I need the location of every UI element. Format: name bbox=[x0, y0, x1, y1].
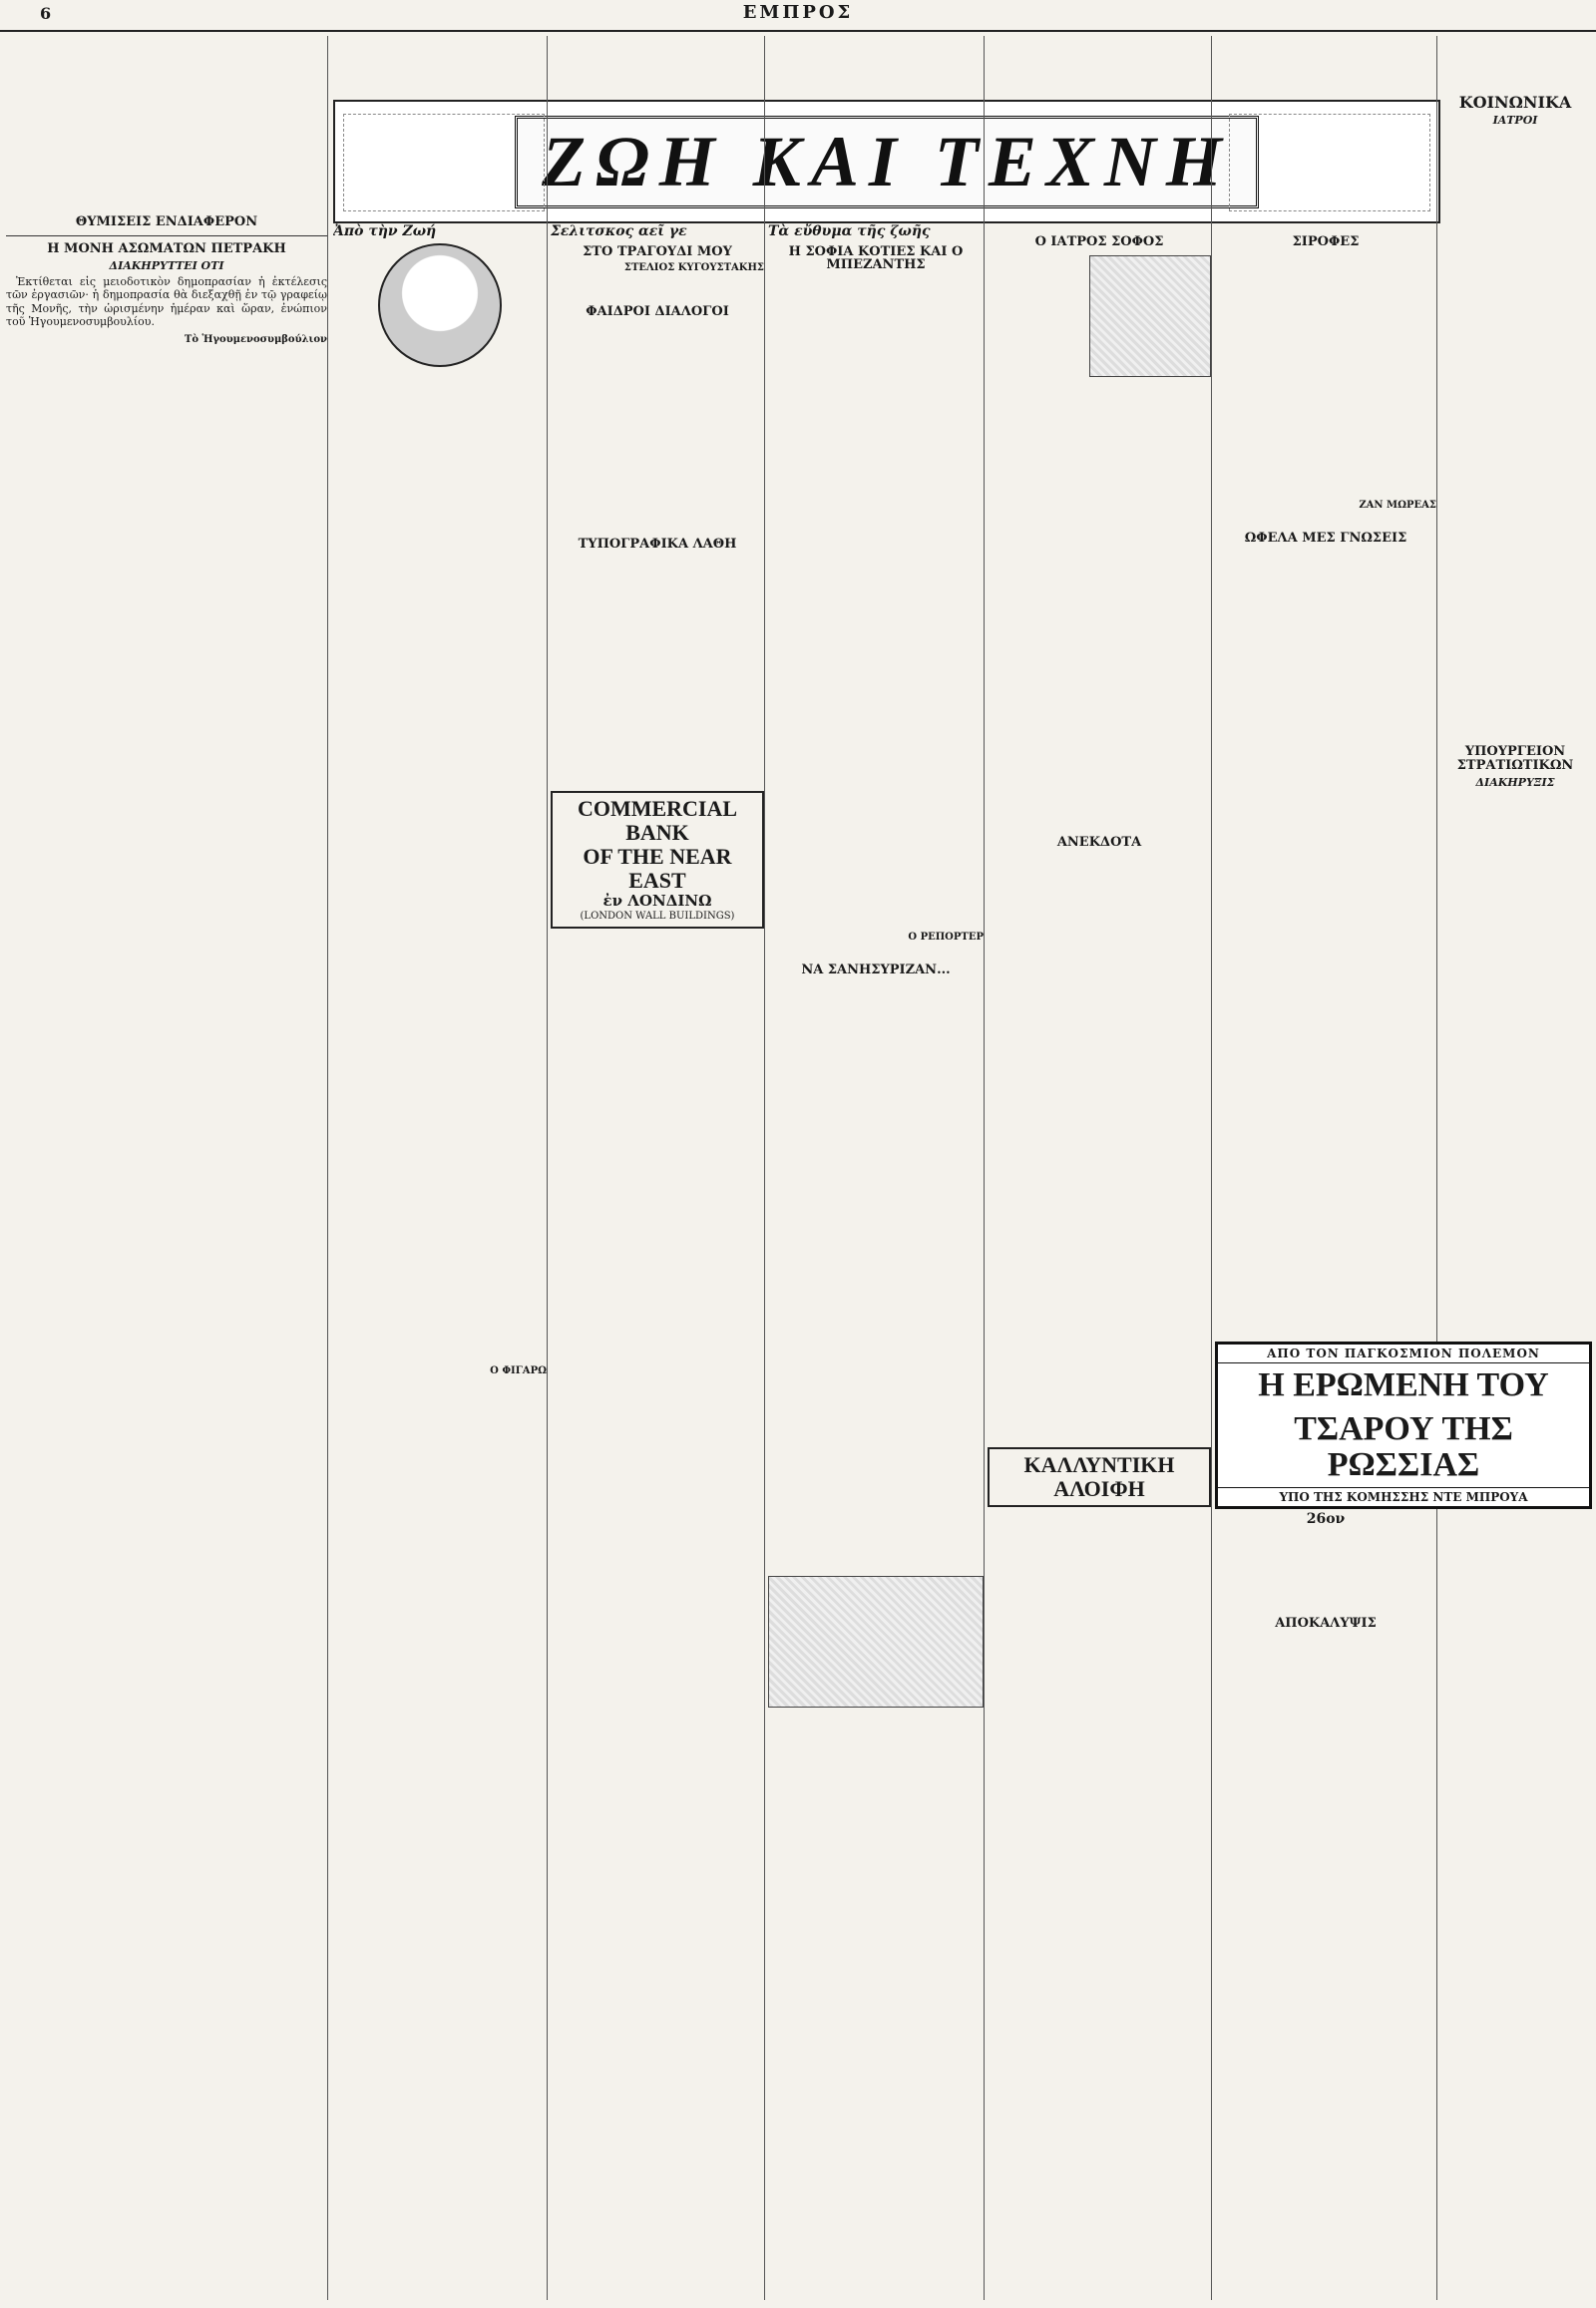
headline-sirofes: ΣΙΡΟΦΕΣ bbox=[1292, 234, 1360, 249]
subhead-diakiryttei: ΔΙΑΚΗΡΥΤΤΕΙ ΟΤΙ bbox=[109, 259, 224, 272]
headline-thymiseis: ΘΥΜΙΣΕΙΣ ΕΝΔΙΑΦΕΡΟΝ bbox=[75, 214, 258, 229]
ad-title-2: ΑΛΟΙΦΗ bbox=[1053, 1476, 1145, 1501]
portrait-illustration bbox=[1089, 255, 1211, 377]
headline-koinonika: ΚΟΙΝΩΝΙΚΑ bbox=[1458, 93, 1572, 112]
headline-ypourgeion: ΥΠΟΥΡΓΕΙΟΝ ΣΤΡΑΤΙΩΤΙΚΩΝ bbox=[1456, 744, 1574, 773]
serial-installment: 26ον bbox=[1306, 1511, 1346, 1527]
column-2 bbox=[333, 36, 548, 2300]
section-col3: Σελιτσκος αεῖ γε bbox=[551, 223, 687, 239]
ad-bank-city: ἐν ΛΟΝΔΙΝΩ bbox=[602, 891, 712, 910]
serial-title-1: Η ΕΡΩΜΕΝΗ ΤΟΥ bbox=[1258, 1366, 1549, 1403]
ad-bank-name: COMMERCIAL BANK bbox=[577, 795, 738, 845]
byline-reporter: Ο ΡΕΠΟΡΤΕΡ bbox=[908, 931, 984, 943]
section-ta-efthyma: Τὰ εὔθυμα τῆς ζωῆς bbox=[768, 223, 931, 239]
ad-bank-name-2: OF THE NEAR EAST bbox=[583, 843, 732, 893]
byline-figaro: Ο ΦΙΓΑΡΩ bbox=[490, 1364, 547, 1376]
column-3 bbox=[551, 36, 765, 2300]
masthead bbox=[0, 0, 1596, 32]
column-4 bbox=[768, 36, 985, 2300]
byline-zan-moreas: ΖΑΝ ΜΩΡΕΑΣ bbox=[1359, 499, 1436, 511]
subhead-iatroi: ΙΑΤΡΟΙ bbox=[1492, 113, 1538, 127]
ad-kallyntiki-aloifi bbox=[988, 1447, 1211, 1507]
headline-sofia: Η ΣΟΦΙΑ ΚΟΤΙΕΣ ΚΑΙ Ο ΜΠΕΖΑΝΤΗΣ bbox=[788, 243, 964, 272]
serial-title-2: ΤΣΑΡΟΥ ΤΗΣ ΡΩΣΣΙΑΣ bbox=[1294, 1410, 1513, 1483]
headline-faidroi-dialogoi: ΦΑΙΔΡΟΙ ΔΙΑΛΟΓΟΙ bbox=[586, 303, 729, 319]
ad-title-1: ΚΑΛΛΥΝΤΙΚΗ bbox=[1023, 1452, 1175, 1477]
caricature-illustration bbox=[378, 243, 502, 367]
page-number: 6 bbox=[40, 4, 52, 23]
serial-kicker: ΑΠΟ ΤΟΝ ΠΑΓΚΟΣΜΙΟΝ ΠΟΛΕΜΟΝ bbox=[1218, 1345, 1589, 1363]
headline-iatros-sofos: Ο ΙΑΤΡΟΣ ΣΟΦΟΣ bbox=[1034, 234, 1164, 249]
subhead-diakiryxis: ΔΙΑΚΗΡΥΞΙΣ bbox=[1475, 776, 1555, 789]
article-paragraph: Ἐκτίθεται εἰς μειοδοτικὸν δημοπρασίαν ἡ ἐκτέλεσις τῶν ἐργασιῶν· ἡ δημοπρασία θὰ διεξαχθῇ ἐν τῷ γραφείῳ τῆς Μονῆς, τὴν ὡρισμένην ἡμέραν καὶ ὥραν, ἐνώπιον τοῦ Ἡγουμενοσυμβουλίου. bbox=[6, 274, 327, 328]
headline-ofela-mes-gnoseis: ΩΦΕΛΑ ΜΕΣ ΓΝΩΣΕΙΣ bbox=[1244, 531, 1407, 546]
column-7 bbox=[1440, 36, 1590, 2300]
headline-moni-asomaton: Η ΜΟΝΗ ΑΣΩΜΑΤΩΝ ΠΕΤΡΑΚΗ bbox=[47, 240, 286, 256]
column-6 bbox=[1215, 36, 1437, 2300]
serial-subhead: ΑΠΟΚΑΛΥΨΙΣ bbox=[1275, 1616, 1377, 1631]
serial-author: ΥΠΟ ΤΗΣ ΚΟΜΗΣΣΗΣ ΝΤΕ ΜΠΡΟΥΑ bbox=[1218, 1487, 1589, 1506]
ad-bank-address: (LONDON WALL BUILDINGS) bbox=[580, 910, 735, 922]
headline-na-sanisyrizan: ΝΑ ΣΑΝΗΣΥΡΙΖΑΝ... bbox=[801, 962, 951, 977]
banner-title: ΖΩΗ ΚΑΙ ΤΕΧΝΗ bbox=[515, 116, 1259, 208]
signature: Τὸ Ἡγουμενοσυμβούλιον bbox=[184, 333, 327, 345]
headline-tragoudi: ΣΤΟ ΤΡΑΓΟΥΔΙ ΜΟΥ bbox=[583, 243, 732, 259]
ad-commercial-bank bbox=[551, 791, 764, 930]
headline-anekdota: ΑΝΕΚΔΟΤΑ bbox=[1056, 834, 1142, 850]
section-apo-tin-zoi: Ἀπὸ τὴν Ζωή bbox=[333, 223, 437, 239]
divider bbox=[6, 235, 327, 236]
paper-name: ΕΜΠΡΟΣ bbox=[742, 2, 854, 23]
byline-stelios: ΣΤΕΛΙΟΣ ΚΥΓΟΥΣΤΑΚΗΣ bbox=[623, 262, 764, 273]
headline-typografika-lathi: ΤΥΠΟΓΡΑΦΙΚΑ ΛΑΘΗ bbox=[578, 537, 737, 552]
column-5 bbox=[988, 36, 1212, 2300]
children-illustration bbox=[768, 1576, 984, 1708]
column-1 bbox=[6, 36, 328, 2300]
serial-headline-box bbox=[1215, 1342, 1592, 1509]
